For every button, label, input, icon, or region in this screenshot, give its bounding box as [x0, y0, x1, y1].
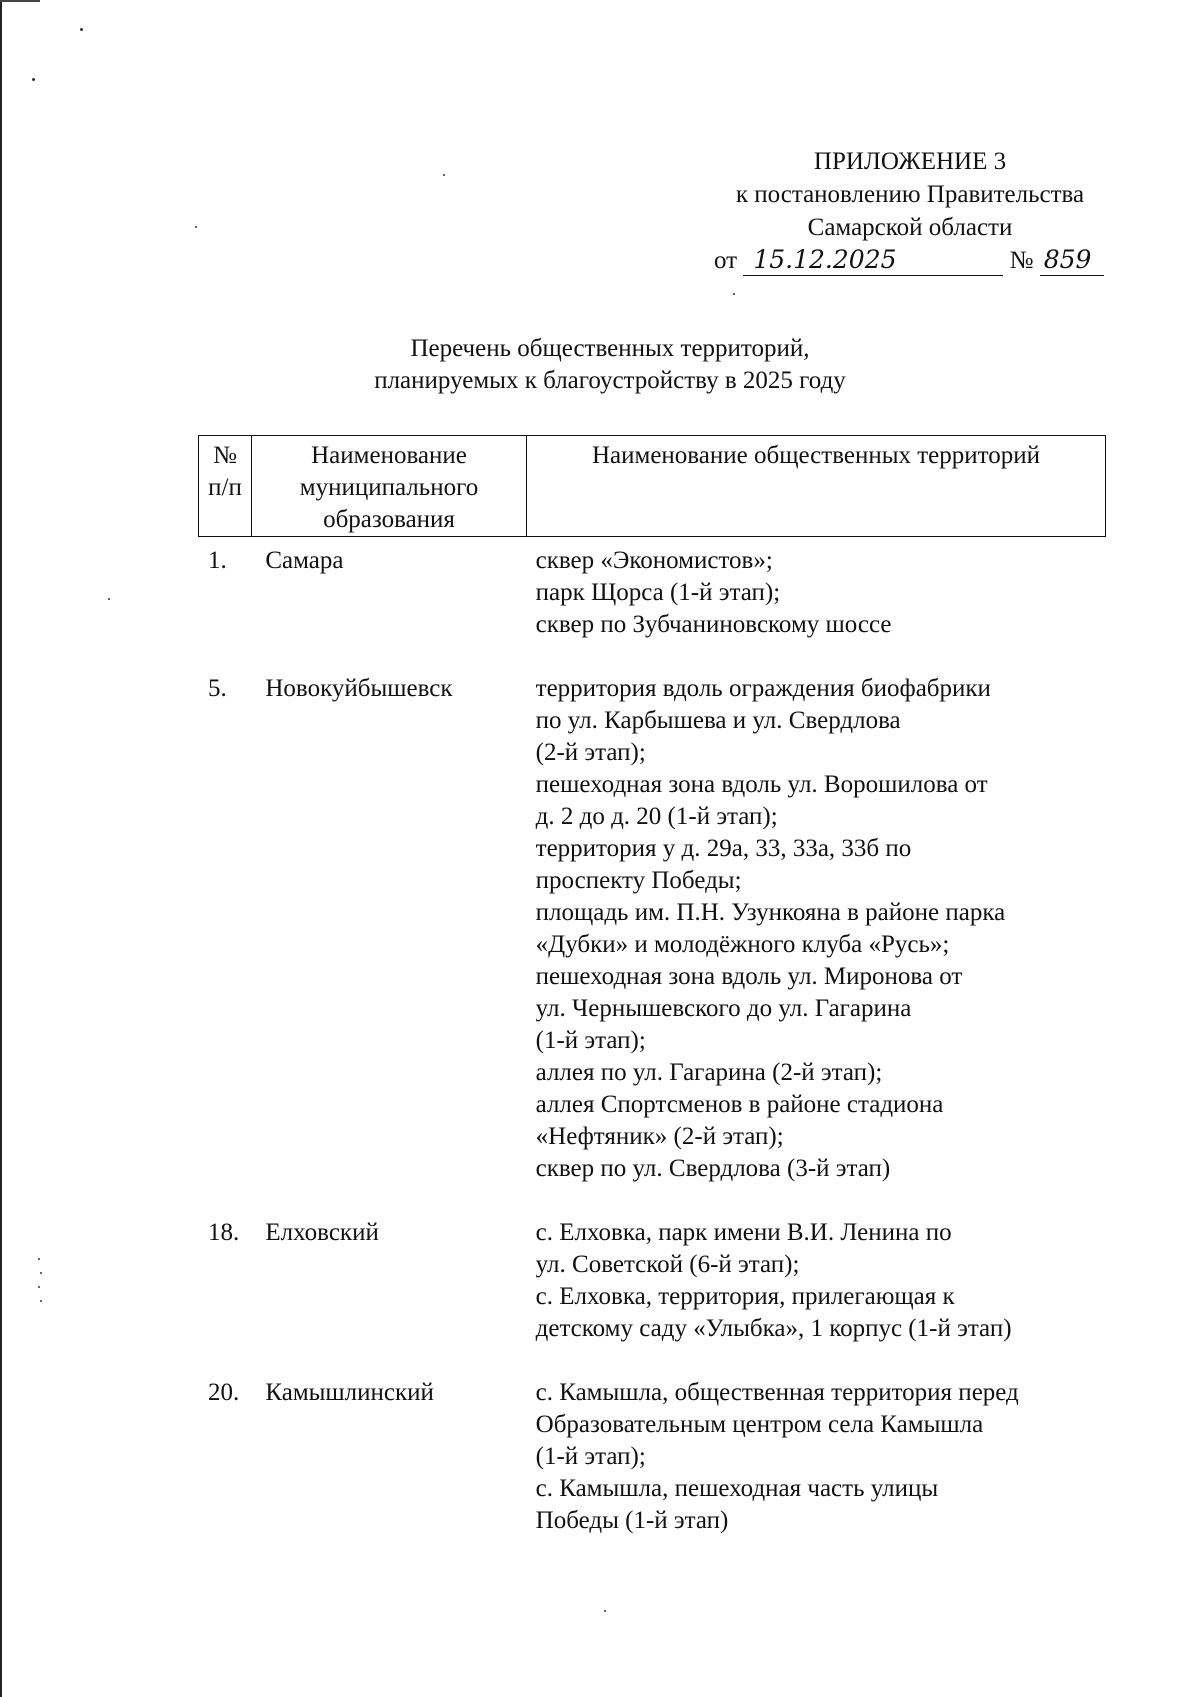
appendix-title: ПРИЛОЖЕНИЕ 3: [813, 148, 1007, 175]
date-number-line: [700, 244, 1120, 277]
table-row: [198, 545, 1088, 641]
scan-speck: [195, 226, 197, 228]
scan-speck: [108, 598, 110, 600]
territory-line: проспекту Победы;: [535, 867, 742, 894]
header-num-symbol: №: [213, 442, 237, 469]
territory-line: с. Камышла, общественная территория перед: [535, 1379, 1019, 1406]
header-territories-label: Наименование общественных территорий: [591, 442, 1041, 469]
row-territories: [536, 1377, 1088, 1537]
row-number: 5.: [208, 675, 227, 702]
territory-line: «Нефтяник» (2-й этап);: [535, 1123, 784, 1150]
row-municipality: Новокуйбышевск: [265, 675, 453, 702]
page-top-edge: [0, 0, 40, 2]
header-mo-line-2: муниципального: [299, 474, 479, 501]
header-num-cell: [199, 436, 252, 537]
scan-speck: [80, 28, 83, 31]
territory-line: пешеходная зона вдоль ул. Ворошилова от: [535, 771, 988, 798]
territory-line: аллея Спортсменов в районе стадиона: [535, 1091, 944, 1118]
territory-line: сквер по Зубчаниновскому шоссе: [535, 611, 892, 638]
territory-line: д. 2 до д. 20 (1-й этап);: [535, 803, 778, 830]
header-municipality-cell: [252, 436, 527, 537]
header-mo-line-1: Наименование: [311, 442, 467, 469]
appendix-line-2: к постановлению Правительства: [735, 181, 1085, 208]
scan-speck: [38, 1258, 40, 1260]
header-num-pp: п/п: [208, 474, 242, 501]
row-number: 18.: [208, 1219, 240, 1246]
territory-line: территория вдоль ограждения биофабрики: [535, 675, 991, 702]
table-row: [198, 1217, 1088, 1345]
number-prefix: №: [1009, 247, 1034, 274]
row-number: 1.: [208, 547, 227, 574]
scan-speck: [32, 78, 35, 81]
row-spacer: [198, 1185, 1088, 1217]
territories-list: [198, 545, 1088, 1537]
scan-speck: [733, 293, 735, 295]
row-municipality: Камышлинский: [265, 1379, 434, 1406]
territory-line: (1-й этап);: [535, 1027, 646, 1054]
territory-line: Победы (1-й этап): [535, 1507, 729, 1534]
row-municipality: Елховский: [265, 1219, 379, 1246]
appendix-line-3: Самарской области: [807, 214, 1013, 241]
scan-speck: [40, 1272, 42, 1274]
table-row: [198, 1377, 1088, 1537]
table-row: [198, 673, 1088, 1185]
row-territories: [536, 673, 1088, 1185]
territory-line: сквер по ул. Свердлова (3-й этап): [535, 1155, 891, 1182]
scan-speck: [40, 1300, 42, 1302]
territory-line: территория у д. 29а, 33, 33а, 33б по: [535, 835, 912, 862]
territory-line: детскому саду «Улыбка», 1 корпус (1-й этап): [535, 1315, 1012, 1342]
header-territories-cell: [527, 436, 1106, 537]
scan-speck: [443, 174, 445, 176]
territory-line: с. Елховка, территория, прилегающая к: [535, 1283, 955, 1310]
territory-line: ул. Советской (6-й этап);: [535, 1251, 800, 1278]
title-line-2: планируемых к благоустройству в 2025 году: [374, 367, 846, 394]
territory-line: Образовательным центром села Камышла: [535, 1411, 984, 1438]
territory-line: площадь им. П.Н. Узункояна в районе парка: [535, 899, 1006, 926]
territory-line: сквер «Экономистов»;: [535, 547, 773, 574]
territory-line: с. Елховка, парк имени В.И. Ленина по: [535, 1219, 952, 1246]
territory-line: парк Щорса (1-й этап);: [535, 579, 781, 606]
row-territories: [536, 545, 1088, 641]
territory-line: (1-й этап);: [535, 1443, 646, 1470]
handwritten-date: 15.12.2025: [743, 245, 1003, 276]
scan-speck: [604, 1610, 606, 1612]
row-territories: [536, 1217, 1088, 1345]
row-spacer: [198, 641, 1088, 673]
title-line-1: Перечень общественных территорий,: [410, 335, 810, 362]
territory-line: (2-й этап);: [535, 739, 646, 766]
territory-line: «Дубки» и молодёжного клуба «Русь»;: [535, 931, 950, 958]
territory-line: с. Камышла, пешеходная часть улицы: [535, 1475, 939, 1502]
territory-line: аллея по ул. Гагарина (2-й этап);: [535, 1059, 883, 1086]
territory-line: по ул. Карбышева и ул. Свердлова: [535, 707, 901, 734]
row-municipality: Самара: [265, 547, 344, 574]
handwritten-number: 859: [1040, 245, 1104, 276]
page-left-edge: [0, 0, 2, 1697]
territory-line: пешеходная зона вдоль ул. Миронова от: [535, 963, 963, 990]
date-prefix: от: [714, 247, 738, 274]
row-number: 20.: [208, 1379, 240, 1406]
header-mo-line-3: образования: [323, 506, 455, 533]
territory-line: ул. Чернышевского до ул. Гагарина: [535, 995, 912, 1022]
scan-speck: [38, 1286, 40, 1288]
territories-table-header: [198, 435, 1106, 537]
document-title: [300, 333, 920, 397]
appendix-header: [700, 145, 1120, 277]
row-spacer: [198, 1345, 1088, 1377]
